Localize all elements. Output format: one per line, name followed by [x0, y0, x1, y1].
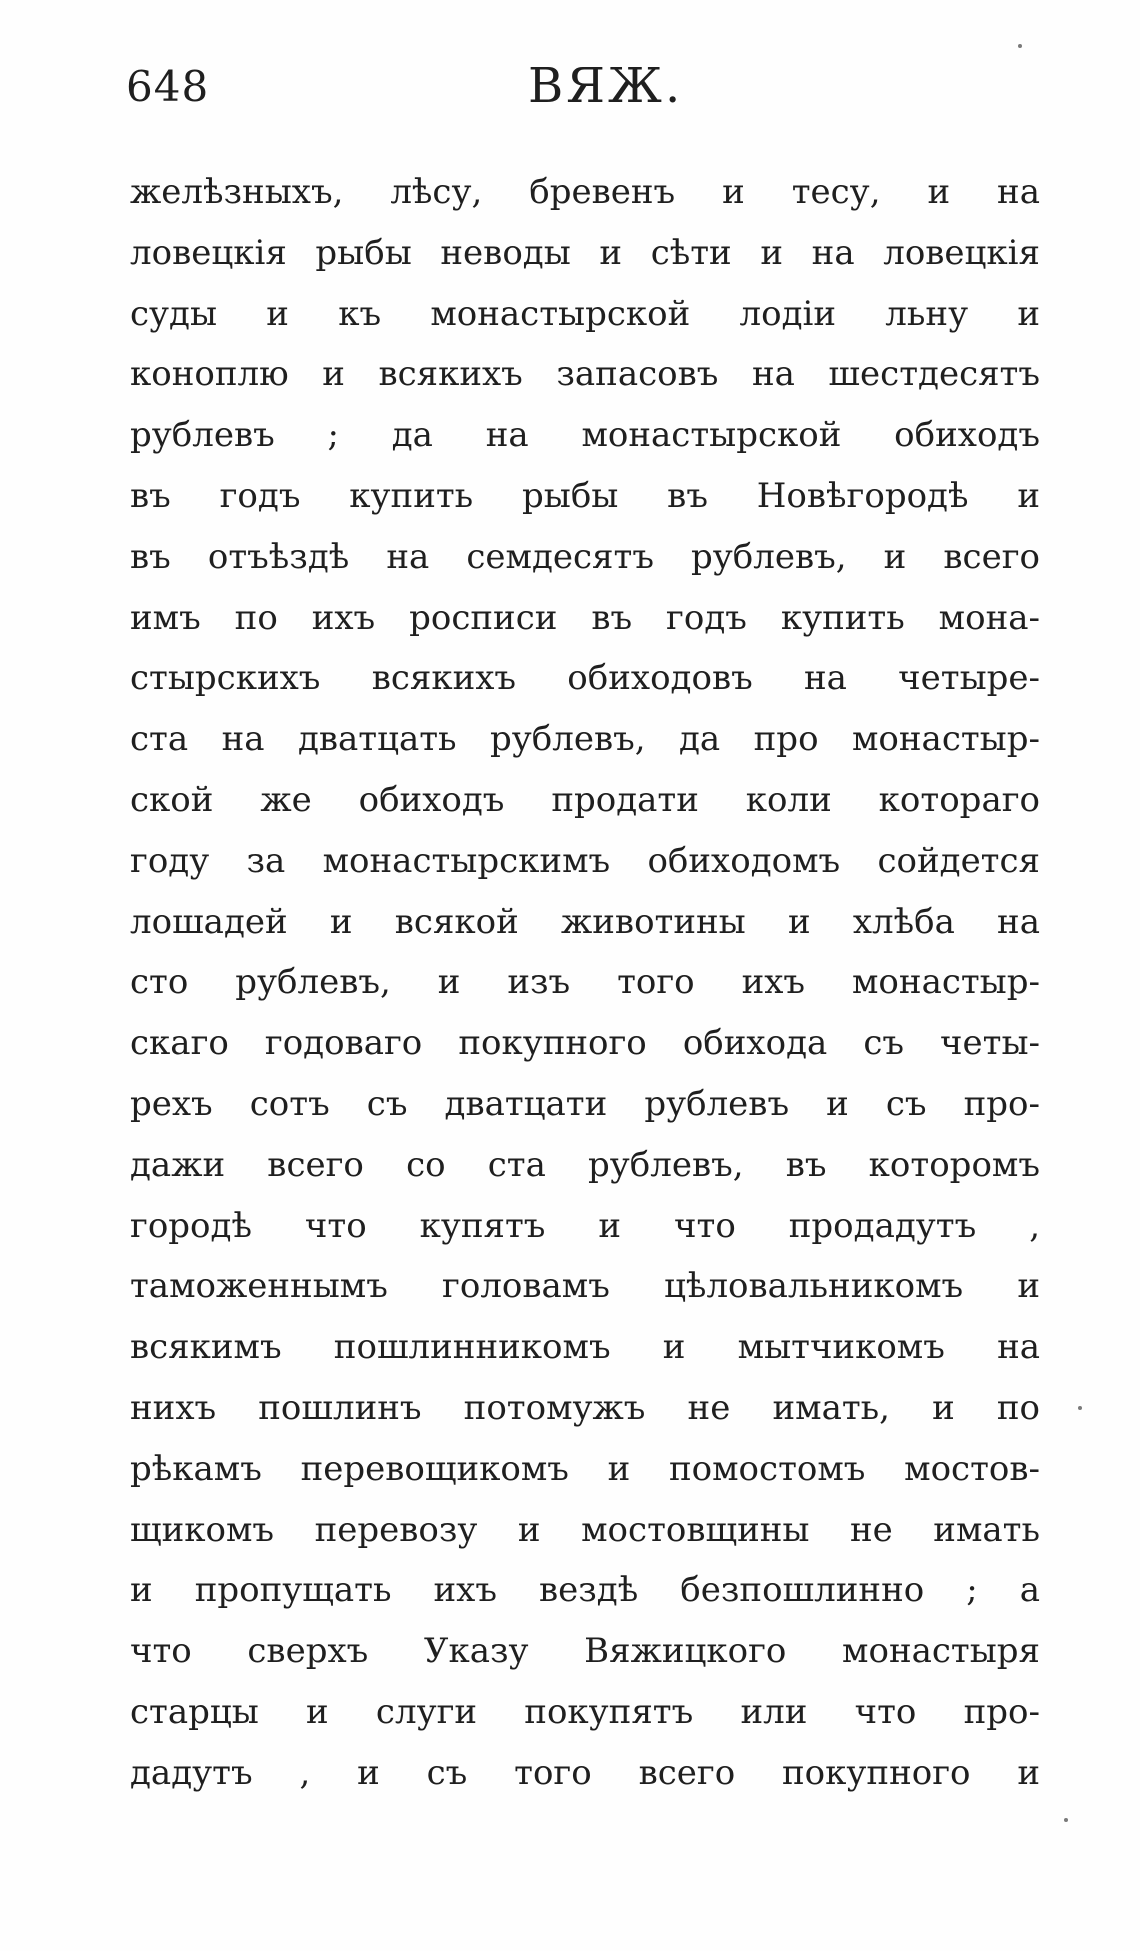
- text-line: что сверхъ Указу Вяжицкого монастыря: [130, 1631, 1040, 1672]
- text-line: щикомъ перевозу и мостовщины не имать: [130, 1509, 1040, 1550]
- paper-speck: [1078, 1406, 1082, 1410]
- text-line: рѣкамъ перевощикомъ и помостомъ мостов-: [130, 1448, 1040, 1489]
- text-line: коноплю и всякихъ запасовъ на шестдесятъ: [130, 354, 1040, 395]
- page-number: 648: [126, 62, 210, 111]
- text-line: всякимъ пошлинникомъ и мытчикомъ на: [130, 1327, 1040, 1368]
- text-line: стырскихъ всякихъ обиходовъ на четыре-: [130, 658, 1040, 699]
- text-line: рублевъ ; да на монастырской обиходъ: [130, 415, 1040, 456]
- text-line: нихъ пошлинъ потомужъ не имать, и по: [130, 1387, 1040, 1428]
- text-line: суды и къ монастырской лодіи льну и: [130, 293, 1040, 334]
- paper-speck: [1018, 44, 1022, 48]
- text-line: дажи всего со ста рублевъ, въ которомъ: [130, 1144, 1040, 1185]
- text-line: дадутъ , и съ того всего покупного и: [130, 1752, 1040, 1793]
- running-head: ВЯЖ.: [528, 58, 684, 114]
- text-line: городѣ что купятъ и что продадутъ ,: [130, 1205, 1040, 1246]
- text-line: таможеннымъ головамъ цѣловальникомъ и: [130, 1266, 1040, 1307]
- text-line: ловецкія рыбы неводы и сѣти и на ловецкія: [130, 232, 1040, 273]
- body-text: [130, 162, 1040, 1804]
- text-line: рехъ сотъ съ дватцати рублевъ и съ про-: [130, 1083, 1040, 1124]
- text-line: лошадей и всякой животины и хлѣба на: [130, 901, 1040, 942]
- text-line: ста на дватцать рублевъ, да про монастыр-: [130, 719, 1040, 760]
- paper-speck: [1064, 1818, 1068, 1822]
- text-line: имъ по ихъ росписи въ годъ купить мона-: [130, 597, 1040, 638]
- text-line: желѣзныхъ, лѣсу, бревенъ и тесу, и на: [130, 172, 1040, 212]
- text-line: въ годъ купить рыбы въ Новѣгородѣ и: [130, 475, 1040, 516]
- text-line: и пропущать ихъ вездѣ безпошлинно ; а: [130, 1570, 1040, 1611]
- text-line: году за монастырскимъ обиходомъ сойдется: [130, 840, 1040, 881]
- text-line: сто рублевъ, и изъ того ихъ монастыр-: [130, 962, 1040, 1003]
- text-line: ской же обиходъ продати коли котораго: [130, 779, 1040, 820]
- text-line: скаго годоваго покупного обихода съ четы-: [130, 1023, 1040, 1064]
- text-line: старцы и слуги покупятъ или что про-: [130, 1691, 1040, 1732]
- text-line: въ отъѣздѣ на семдесятъ рублевъ, и всего: [130, 536, 1040, 577]
